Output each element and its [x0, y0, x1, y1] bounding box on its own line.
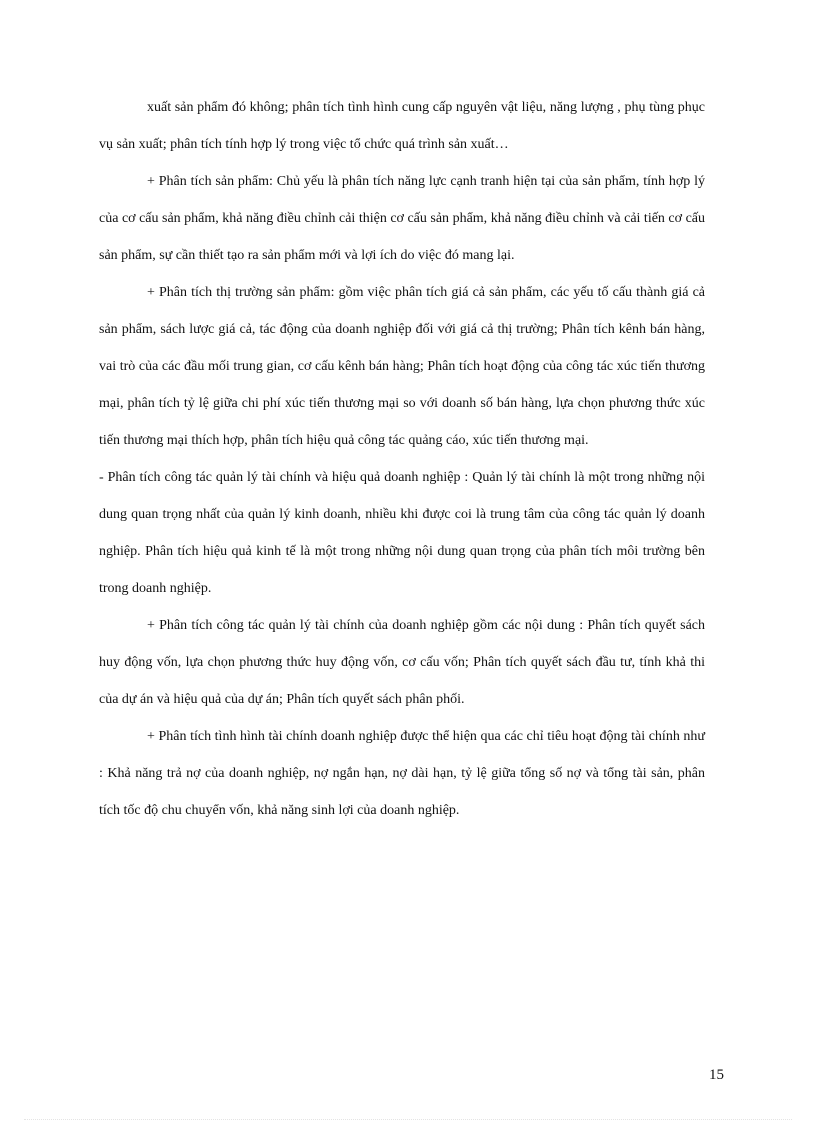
paragraph-production-analysis: xuất sản phẩm đó không; phân tích tình hình cung cấp nguyên vật liệu, năng lượng , phụ tùng phục vụ sản xuất; phân tích tính hợp lý trong việc tổ chức quá trình sản xuất… — [99, 100, 705, 152]
page-number: 15 — [709, 1067, 724, 1083]
paragraph-product-analysis: + Phân tích sản phẩm: Chủ yếu là phân tích năng lực cạnh tranh hiện tại của sản phẩm, tính hợp lý của cơ cấu sản phẩm, khả năng điều chỉnh cải thiện cơ cấu sản phẩm, khả năng điều chỉnh và cải tiến cơ cấu sản phẩm, sự cần thiết tạo ra sản phẩm mới và lợi ích do việc đó mang lại. — [99, 174, 705, 263]
page-bottom-divider — [24, 1119, 792, 1120]
paragraph-financial-management-analysis: - Phân tích công tác quản lý tài chính và hiệu quả doanh nghiệp : Quản lý tài chính là một trong những nội dung quan trọng nhất của quản lý kinh doanh, nhiều khi được coi là trung tâm của công tác quản lý doanh nghiệp. Phân tích hiệu quả kinh tế là một trong những nội dung quan trọng của phân tích môi trường bên trong doanh nghiệp. — [99, 470, 705, 596]
paragraph-market-analysis: + Phân tích thị trường sản phẩm: gồm việc phân tích giá cả sản phẩm, các yếu tố cấu thành giá cả sản phẩm, sách lược giá cả, tác động của doanh nghiệp đối với giá cả thị trường; Phân tích kênh bán hàng, vai trò của các đầu mối trung gian, cơ cấu kênh bán hàng; Phân tích hoạt động của công tác xúc tiến thương mại, phân tích tỷ lệ giữa chi phí xúc tiến thương mại so với doanh số bán hàng, lựa chọn phương thức xúc tiến thương mại thích hợp, phân tích hiệu quả công tác quảng cáo, xúc tiến thương mại. — [99, 285, 705, 448]
paragraph-financial-work-analysis: + Phân tích công tác quản lý tài chính của doanh nghiệp gồm các nội dung : Phân tích quyết sách huy động vốn, lựa chọn phương thức huy động vốn, cơ cấu vốn; Phân tích quyết sách đầu tư, tính khả thi của dự án và hiệu quả của dự án; Phân tích quyết sách phân phối. — [99, 618, 705, 707]
paragraph-financial-situation-analysis: + Phân tích tình hình tài chính doanh nghiệp được thể hiện qua các chỉ tiêu hoạt động tài chính như : Khả năng trả nợ của doanh nghiệp, nợ ngắn hạn, nợ dài hạn, tỷ lệ giữa tổng số nợ và tổng tài sản, phân tích tốc độ chu chuyển vốn, khả năng sinh lợi của doanh nghiệp. — [99, 729, 705, 818]
page-body — [99, 89, 705, 829]
